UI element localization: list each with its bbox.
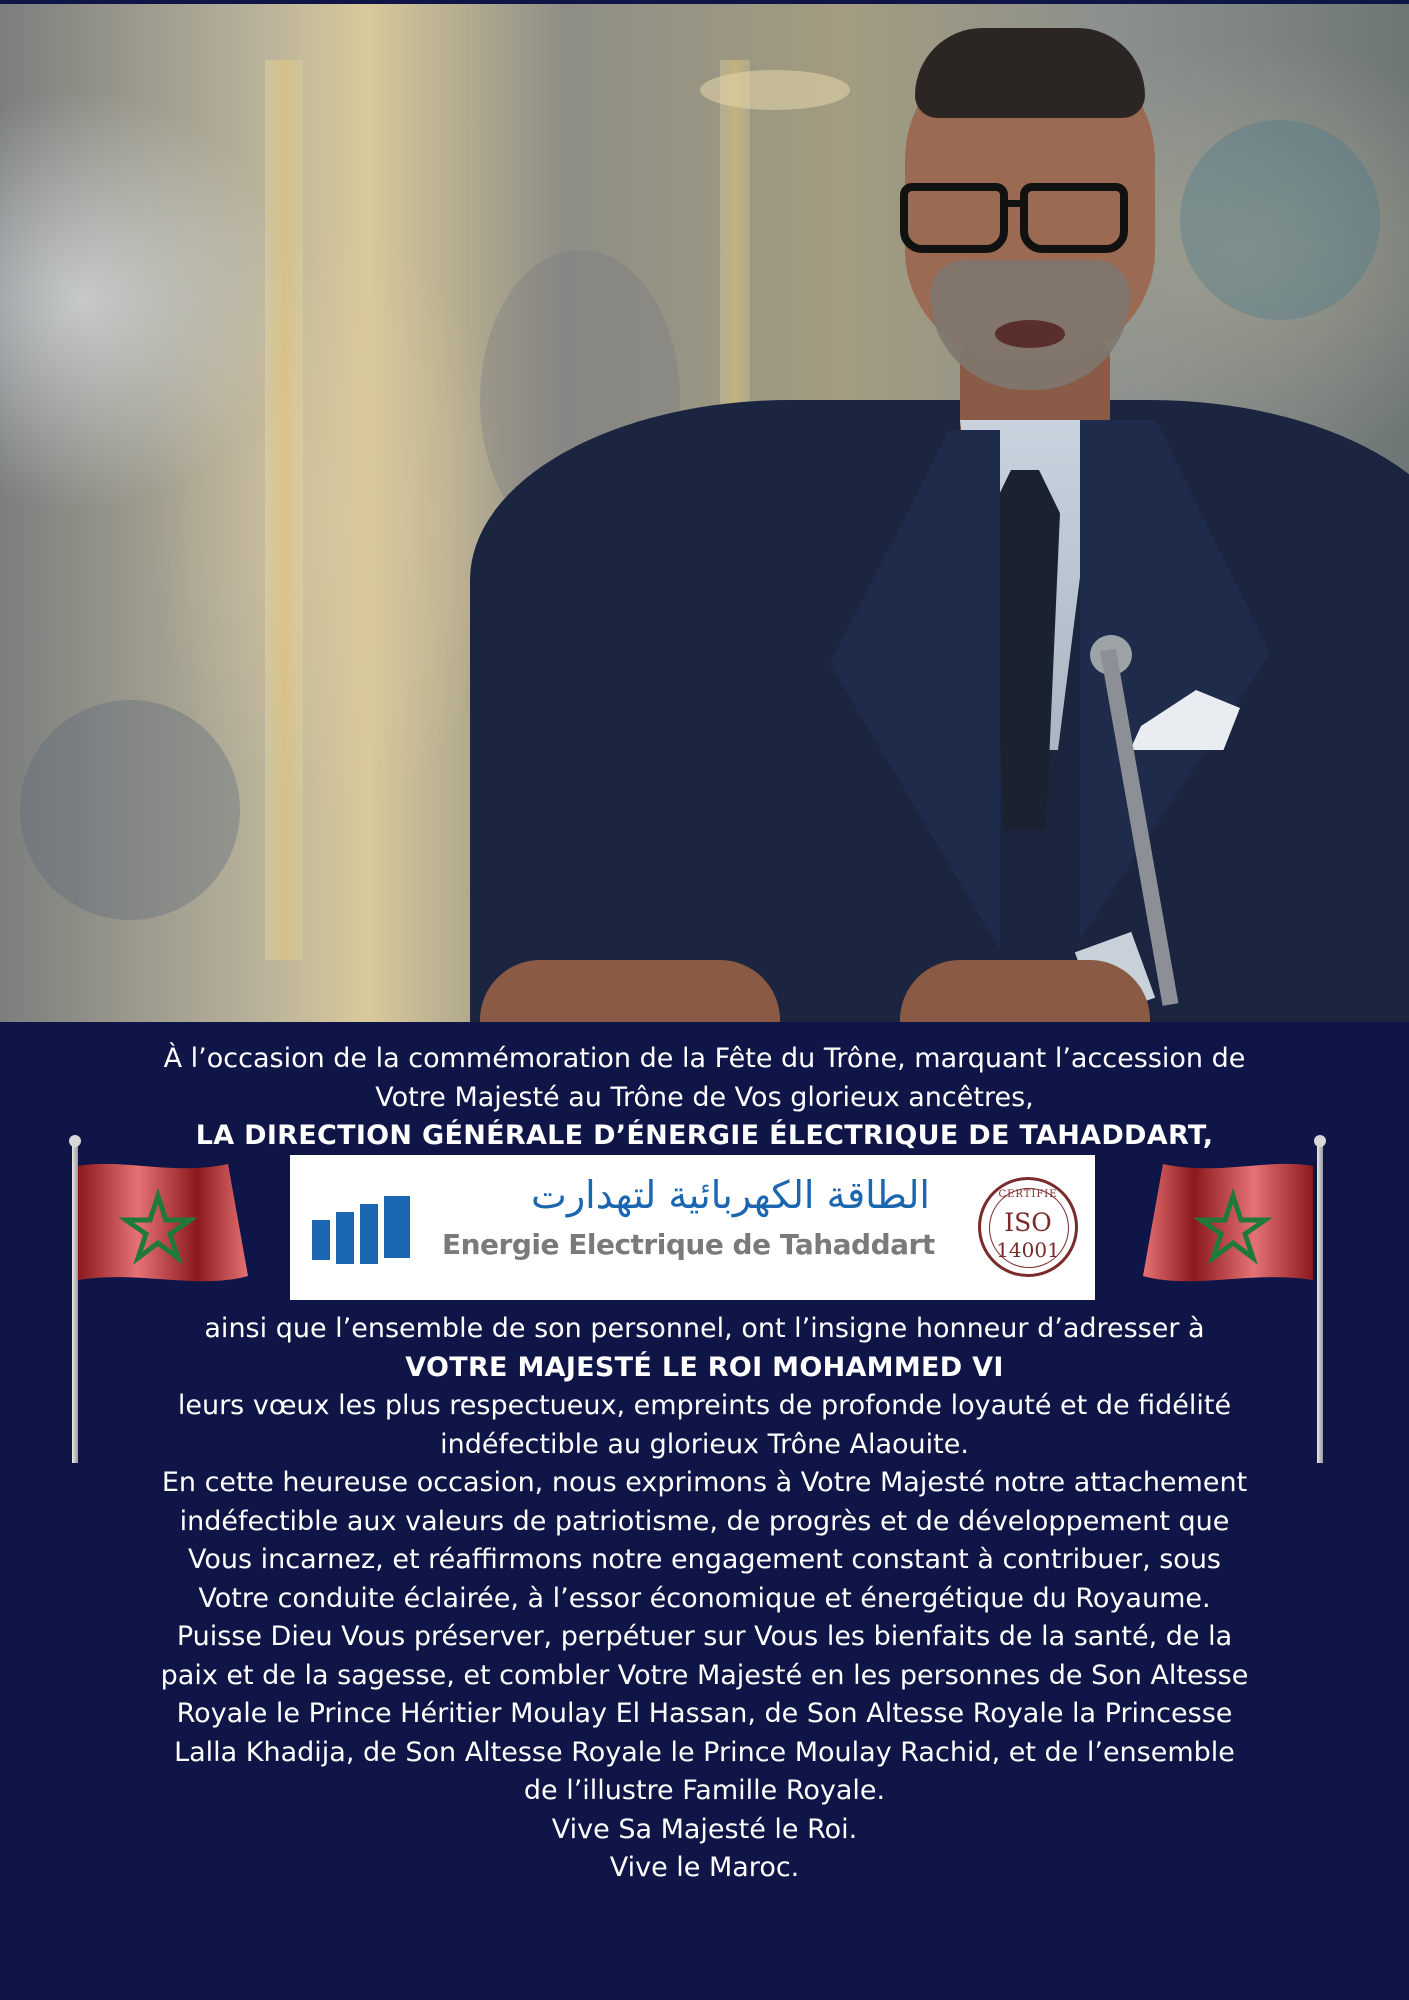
logo-latin-text: Energie Electrique de Tahaddart <box>442 1228 935 1261</box>
hand-left <box>480 960 780 1022</box>
background-pillar <box>265 60 303 960</box>
body-line: indéfectible aux valeurs de patriotisme, de progrès et de développement que <box>179 1505 1230 1537</box>
glasses-bridge <box>1000 200 1028 207</box>
bar-chart-logo-icon <box>312 1190 422 1270</box>
body-line: ainsi que l’ensemble de son personnel, ont l’insigne honneur d’adresser à <box>204 1313 1205 1344</box>
company-logo <box>290 1155 1095 1300</box>
organization-name: LA DIRECTION GÉNÉRALE D’ÉNERGIE ÉLECTRIQUE DE TAHADDART, <box>195 1120 1214 1151</box>
mouth <box>995 320 1065 348</box>
message-body <box>90 1310 1319 1888</box>
body-line: Puisse Dieu Vous préserver, perpétuer sur Vous les bienfaits de la santé, de la <box>176 1621 1233 1652</box>
body-line: Lalla Khadija, de Son Altesse Royale le Prince Moulay Rachid, et de l’ensemble <box>174 1736 1235 1768</box>
body-line: Votre conduite éclairée, à l’essor économique et énergétique du Royaume. <box>198 1582 1211 1614</box>
glasses-right-lens <box>1020 183 1128 253</box>
top-border <box>0 0 1409 4</box>
hair <box>915 28 1145 118</box>
body-line: paix et de la sagesse, et combler Votre Majesté en les personnes de Son Altesse <box>160 1659 1249 1691</box>
seal-number-text: 14001 <box>996 1238 1060 1262</box>
background-lamp <box>700 70 850 110</box>
body-line: indéfectible au glorieux Trône Alaouite. <box>440 1428 969 1460</box>
closing-line: Vive le Maroc. <box>609 1852 800 1883</box>
addressee: VOTRE MAJESTÉ LE ROI MOHAMMED VI <box>405 1351 1004 1383</box>
morocco-flag-right-icon <box>1143 1158 1313 1288</box>
iso-certification-seal <box>978 1177 1078 1277</box>
seal-certifie-text: CERTIFIE <box>998 1189 1058 1200</box>
intro-line: À l’occasion de la commémoration de la Fête du Trône, marquant l’accession de <box>163 1043 1246 1074</box>
background-tile <box>1180 120 1380 320</box>
body-line: Vous incarnez, et réaffirmons notre engagement constant à contribuer, sous <box>187 1544 1221 1575</box>
background-tile <box>20 700 240 920</box>
closing-line: Vive Sa Majesté le Roi. <box>551 1813 858 1845</box>
body-line: leurs vœux les plus respectueux, empreints de profonde loyauté et de fidélité <box>177 1390 1232 1421</box>
morocco-flag-left-icon <box>78 1158 248 1288</box>
glasses-left-lens <box>900 183 1008 253</box>
intro-line: Votre Majesté au Trône de Vos glorieux ancêtres, <box>375 1081 1034 1113</box>
logo-arabic-text: الطاقة الكهربائية لتهدارت <box>531 1173 930 1217</box>
body-line: Royale le Prince Héritier Moulay El Hassan, de Son Altesse Royale la Princesse <box>176 1698 1233 1729</box>
message-intro <box>90 1040 1319 1156</box>
hand-right <box>900 960 1150 1022</box>
body-line: de l’illustre Famille Royale. <box>523 1775 886 1806</box>
seal-iso-text: ISO <box>1004 1208 1052 1237</box>
body-line: En cette heureuse occasion, nous exprimons à Votre Majesté notre attachement <box>161 1467 1248 1498</box>
